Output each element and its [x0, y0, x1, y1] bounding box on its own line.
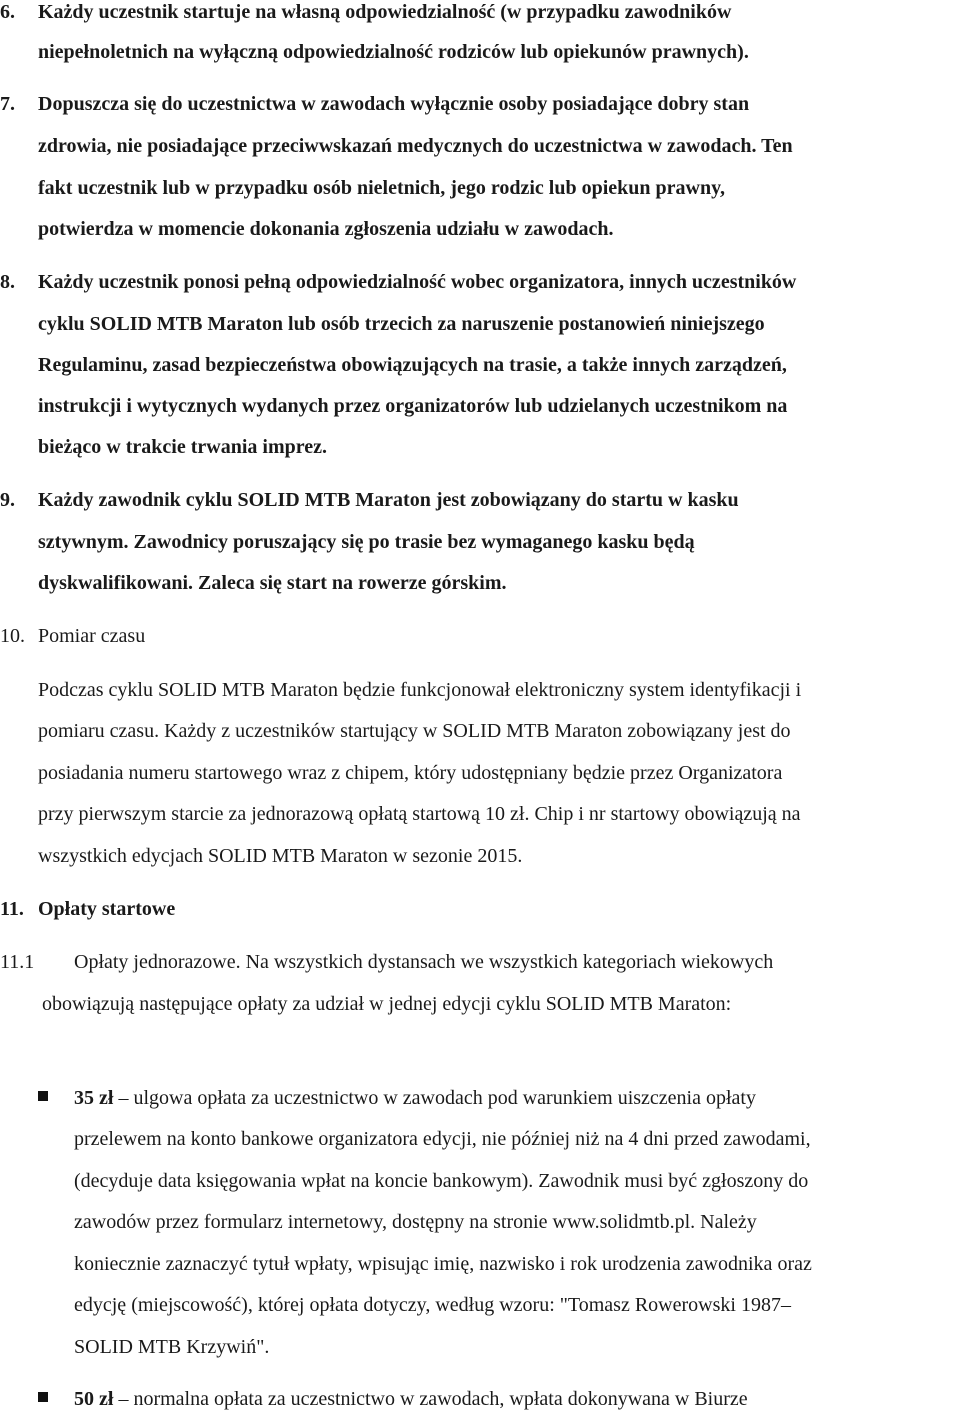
fee-line: przelewem na konto bankowe organizatora edycji, nie później niż na 4 dni przed zawodami,	[74, 1128, 811, 1150]
item-line: sztywnym. Zawodnicy poruszający się po trasie bez wymaganego kasku będą	[38, 531, 695, 553]
section-number: 11.	[0, 898, 24, 920]
section-heading: Opłaty startowe	[38, 898, 176, 920]
section-heading: Pomiar czasu	[38, 625, 146, 647]
item-number: 7.	[0, 93, 15, 115]
item-line: Każdy uczestnik startuje na własną odpowiedzialność (w przypadku zawodników	[38, 1, 732, 23]
item-line: cyklu SOLID MTB Maraton lub osób trzecich za naruszenie postanowień niniejszego	[38, 313, 765, 335]
subsection-line: Opłaty jednorazowe. Na wszystkich dystansach we wszystkich kategoriach wiekowych	[74, 951, 774, 973]
fee-line: SOLID MTB Krzywiń".	[74, 1336, 270, 1358]
subsection-number: 11.1	[0, 951, 35, 973]
subsection-line: obowiązują następujące opłaty za udział w jednej edycji cyklu SOLID MTB Maraton:	[42, 993, 732, 1015]
item-line: niepełnoletnich na wyłączną odpowiedzialność rodziców lub opiekunów prawnych).	[38, 41, 749, 63]
item-line: Każdy uczestnik ponosi pełną odpowiedzialność wobec organizatora, innych uczestników	[38, 271, 797, 293]
item-line: dyskwalifikowani. Zaleca się start na rowerze górskim.	[38, 572, 507, 594]
square-bullet-icon	[38, 1392, 48, 1402]
paragraph-line: Podczas cyklu SOLID MTB Maraton będzie funkcjonował elektroniczny system identyfikacji i	[38, 679, 802, 701]
fee-amount: 50 zł	[74, 1388, 114, 1410]
fee-line: – normalna opłata za uczestnictwo w zawodach, wpłata dokonywana w Biurze	[113, 1388, 748, 1410]
paragraph-line: posiadania numeru startowego wraz z chipem, który udostępniany będzie przez Organizatora	[38, 762, 783, 784]
section-number: 10.	[0, 625, 25, 647]
item-line: zdrowia, nie posiadające przeciwwskazań medycznych do uczestnictwa w zawodach. Ten	[38, 135, 793, 157]
fee-line: edycję (miejscowość), której opłata dotyczy, według wzoru: "Tomasz Rowerowski 1987–	[74, 1294, 791, 1316]
item-line: Dopuszcza się do uczestnictwa w zawodach wyłącznie osoby posiadające dobry stan	[38, 93, 750, 115]
item-line: fakt uczestnik lub w przypadku osób nieletnich, jego rodzic lub opiekun prawny,	[38, 177, 725, 199]
item-number: 8.	[0, 271, 15, 293]
fee-line: (decyduje data księgowania wpłat na koncie bankowym). Zawodnik musi być zgłoszony do	[74, 1170, 809, 1192]
fee-amount: 35 zł	[74, 1087, 114, 1109]
paragraph-line: przy pierwszym starcie za jednorazową opłatą startową 10 zł. Chip i nr startowy obowiązują na	[38, 803, 801, 825]
fee-line: zawodów przez formularz internetowy, dostępny na stronie www.solidmtb.pl. Należy	[74, 1211, 757, 1233]
fee-line: koniecznie zaznaczyć tytuł wpłaty, wpisując imię, nazwisko i rok urodzenia zawodnika oraz	[74, 1253, 812, 1275]
fee-first-line	[74, 1086, 756, 1110]
item-number: 9.	[0, 489, 15, 511]
square-bullet-icon	[38, 1091, 48, 1101]
item-line: Każdy zawodnik cyklu SOLID MTB Maraton jest zobowiązany do startu w kasku	[38, 489, 739, 511]
paragraph-line: pomiaru czasu. Każdy z uczestników startujący w SOLID MTB Maraton zobowiązany jest do	[38, 720, 791, 742]
item-line: instrukcji i wytycznych wydanych przez organizatorów lub udzielanych uczestnikom na	[38, 395, 788, 417]
item-line: Regulaminu, zasad bezpieczeństwa obowiązujących na trasie, a także innych zarządzeń,	[38, 354, 787, 376]
paragraph-line: wszystkich edycjach SOLID MTB Maraton w sezonie 2015.	[38, 845, 523, 867]
item-number: 6.	[0, 1, 15, 23]
item-line: potwierdza w momencie dokonania zgłoszenia udziału w zawodach.	[38, 218, 614, 240]
fee-line: – ulgowa opłata za uczestnictwo w zawodach pod warunkiem uiszczenia opłaty	[113, 1087, 756, 1109]
fee-first-line	[74, 1387, 748, 1411]
item-line: bieżąco w trakcie trwania imprez.	[38, 436, 327, 458]
